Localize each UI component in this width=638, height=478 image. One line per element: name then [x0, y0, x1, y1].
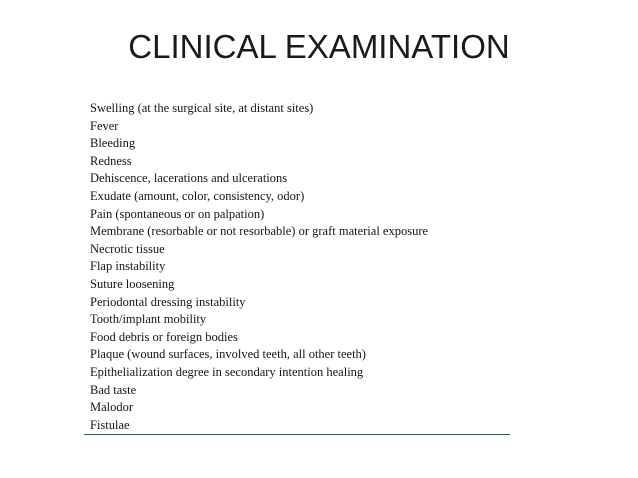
list-item: Epithelialization degree in secondary intention healing — [90, 364, 364, 379]
list-item: Bleeding — [90, 136, 136, 151]
clinical-findings-list — [90, 100, 428, 434]
list-item: Fistulae — [90, 417, 130, 432]
list-item: Malodor — [90, 400, 134, 415]
table-bottom-rule — [84, 434, 510, 435]
list-item: Bad taste — [90, 382, 137, 397]
list-item: Tooth/implant mobility — [90, 312, 207, 327]
list-item: Necrotic tissue — [90, 241, 165, 256]
slide-title: CLINICAL EXAMINATION — [128, 28, 510, 65]
list-item: Membrane (resorbable or not resorbable) or graft material exposure — [90, 224, 429, 239]
list-item: Redness — [90, 153, 132, 168]
list-item: Exudate (amount, color, consistency, odor) — [90, 188, 305, 203]
list-item: Fever — [90, 118, 119, 133]
list-item: Flap instability — [90, 259, 166, 274]
list-item: Periodontal dressing instability — [90, 294, 246, 309]
list-item: Dehiscence, lacerations and ulcerations — [90, 171, 288, 186]
list-item: Plaque (wound surfaces, involved teeth, all other teeth) — [90, 347, 366, 362]
list-item: Suture loosening — [90, 276, 175, 291]
list-item: Pain (spontaneous or on palpation) — [90, 206, 265, 221]
list-item: Food debris or foreign bodies — [90, 329, 238, 344]
list-item: Swelling (at the surgical site, at distant sites) — [90, 101, 314, 115]
